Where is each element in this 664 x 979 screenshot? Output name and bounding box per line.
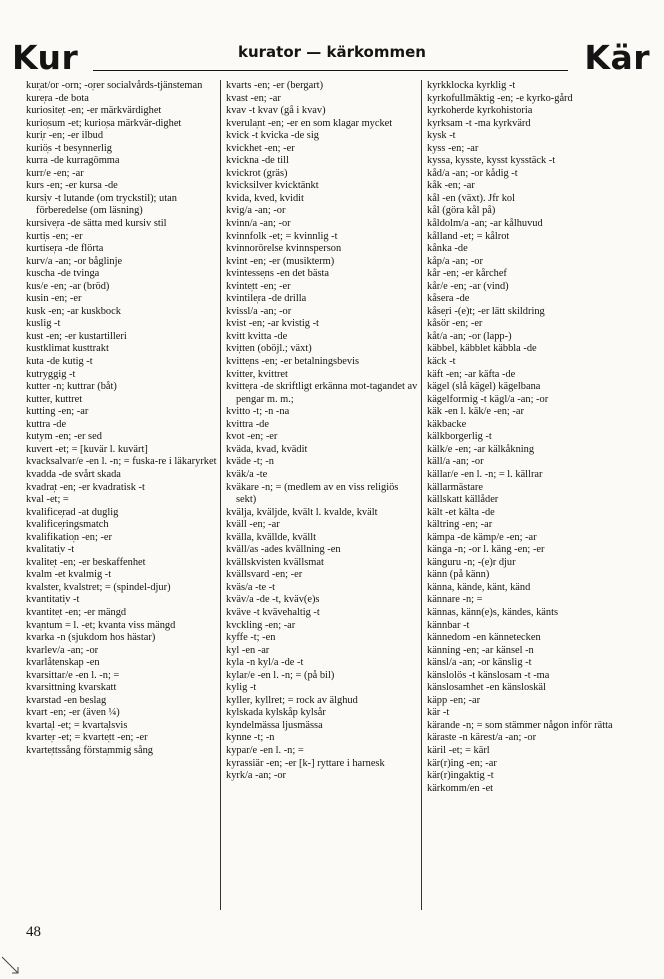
dictionary-entry: kvitte̩ns -en; -er betalningsbevis (226, 356, 360, 368)
dictionary-entry: kvist -en; -ar kvistig -t (226, 318, 319, 330)
dictionary-entry: kvarts -en; -er (bergart) (226, 80, 324, 91)
dictionary-entry: kyrkoherde kyrkohistoria (427, 105, 533, 117)
dictionary-entry: känsl/a -an; -or känslig -t (427, 657, 532, 669)
dictionary-entry: kvickna -de till (226, 155, 289, 167)
dictionary-entry: kvav -t kvav (gå i kvav) (226, 105, 326, 117)
dictionary-entry: kuriö̩s -t besynnerlig (26, 142, 112, 154)
dictionary-entry: kyrksam -t -ma kyrkvärd (427, 117, 531, 129)
dictionary-entry: kuriosite̩t -en; -er märkvärdighet (26, 105, 162, 117)
dictionary-entry: kämpa -de kämp/e -en; -ar (427, 531, 537, 543)
dictionary-entry: kurs -en; -er kursa -de (26, 180, 118, 192)
dictionary-entry: kälk/e -en; -ar kälkåkning (427, 443, 535, 455)
dictionary-entry: kår -en; -er kårchef (427, 268, 507, 280)
dictionary-entry: kustklimat kusttrakt (26, 343, 109, 355)
dictionary-entry: kvälja, kväljde, kvält l. kvalde, kvält (226, 506, 378, 518)
dictionary-entry: kåsera -de (427, 293, 470, 305)
dictionary-entry: känslosamhet -en känsloskäl (427, 682, 546, 694)
dictionary-entry: kväll -en; -ar (226, 519, 280, 531)
dictionary-entry: kvinnfolk -et; = kvinnlig -t (226, 230, 338, 242)
dictionary-entry: kuttra -de (26, 418, 67, 430)
dictionary-entry: källar/e -en l. -n; = l. källrar (427, 468, 543, 480)
dictionary-entry: kvarte̩ttssång första̩mmig sång (26, 744, 153, 756)
dictionary-entry: kägel (slå kägel) kägelbana (427, 381, 541, 393)
dictionary-entry: känn (på känn) (427, 569, 490, 581)
dictionary-column-3 (427, 80, 654, 908)
dictionary-entry: kåp/a -an; -or (427, 255, 483, 267)
guide-word-right: Kär (584, 38, 650, 77)
page-range-title: kurator — kärkommen (238, 43, 426, 61)
dictionary-entry: kyrkofullmäktig -en; -e kyrko-gård (427, 92, 573, 104)
dictionary-entry: kutting -en; -ar (26, 406, 89, 418)
dictionary-entry: kutter -n; kuttrar (båt) (26, 381, 117, 393)
dictionary-column-2 (226, 80, 419, 908)
dictionary-entry: kålland -et; = kålrot (427, 230, 510, 242)
dictionary-entry: kyller, kyllret; = rock av älghud (226, 694, 358, 706)
dictionary-entry: kyrassiär -en; -er [k-] ryttare i harnesk (226, 757, 385, 769)
dictionary-entry: kål -en (växt). Jfr kol (427, 192, 516, 204)
dictionary-entry: kånka -de (427, 243, 468, 255)
dictionary-entry: kurv/a -an; -or båglinje (26, 255, 123, 267)
dictionary-entry: kvarlåtenskap -en (26, 657, 100, 669)
dictionary-entry: kylar/e -en l. -n; = (på bil) (226, 669, 335, 681)
dictionary-entry: kvissl/a -an; -or (226, 305, 292, 317)
dictionary-entry: kvittra -de (226, 418, 269, 430)
dictionary-entry: kvadra̩t -en; -er kvadratisk -t (26, 481, 145, 493)
corner-arrow-icon (0, 955, 40, 979)
dictionary-entry: kuta -de kutig -t (26, 356, 93, 368)
dictionary-entry: kvida, kved, kvidit (226, 192, 304, 204)
dictionary-entry: kål (göra kål på) (427, 205, 496, 217)
dictionary-entry: kvarsittar/e -en l. -n; = (26, 669, 120, 681)
dictionary-entry: kvantite̩t -en; -er mängd (26, 606, 127, 618)
dictionary-entry: kvitt kvitta -de (226, 330, 288, 342)
page-number: 48 (26, 924, 41, 940)
dictionary-entry: kännbar -t (427, 619, 470, 631)
dictionary-entry: kväde -t; -n (226, 456, 274, 468)
dictionary-entry: känguru -n; -(e)r djur (427, 556, 516, 568)
dictionary-entry: käft -en; -ar käfta -de (427, 368, 516, 380)
dictionary-entry: kur̩at/or -orn; -o̩rer socialvårds-tjänsteman (26, 80, 203, 91)
dictionary-entry: kännas, känn(e)s, kändes, känts (427, 606, 558, 618)
dictionary-entry: käck -t (427, 356, 456, 368)
dictionary-entry: kåldolm/a -an; -ar kålhuvud (427, 218, 543, 230)
dictionary-entry: känga -n; -or l. käng -en; -er (427, 544, 545, 556)
dictionary-entry: kvällskvisten kvällsmat (226, 556, 324, 568)
dictionary-entry: kutryggig -t (26, 368, 76, 380)
dictionary-entry: käbbel, käbblet käbbla -de (427, 343, 537, 355)
dictionary-entry: kvckling -en; -ar (226, 619, 296, 631)
dictionary-entry: kvalm -et kvalmig -t (26, 569, 112, 581)
dictionary-entry: kvick -t kvicka -de sig (226, 130, 319, 142)
dictionary-entry: käpp -en; -ar (427, 694, 481, 706)
dictionary-entry: käkbacke (427, 418, 467, 430)
dictionary-entry: kväve -t kvävehaltig -t (226, 606, 320, 618)
dictionary-entry: kurr/e -en; -ar (26, 167, 84, 179)
dictionary-entry: kusk -en; -ar kuskbock (26, 305, 121, 317)
dictionary-entry: käraste -n kärest/a -an; -or (427, 732, 537, 744)
dictionary-entry: kysk -t (427, 130, 456, 142)
dictionary-entry: kvitter, kvittret (226, 368, 288, 380)
dictionary-entry: kvadda -de svårt skada (26, 468, 121, 480)
dictionary-entry: känslolös -t känslosam -t -ma (427, 669, 550, 681)
dictionary-entry: kvarte̩r -et; = kvarte̩tt -en; -er (26, 732, 148, 744)
dictionary-entry: kåse̩ri -(e)t; -er lätt skildring (427, 305, 545, 317)
dictionary-entry: kåt/a -an; -or (lapp-) (427, 330, 512, 342)
dictionary-columns (26, 80, 654, 908)
dictionary-entry: kvinte̩tt -en; -er (226, 280, 291, 292)
dictionary-entry: kverula̩nt -en; -er en som klagar mycket (226, 117, 393, 129)
dictionary-entry: kvarlev/a -an; -or (26, 644, 99, 656)
dictionary-entry: kägelformig -t kägl/a -an; -or (427, 393, 549, 405)
dictionary-entry: käk -en l. käk/e -en; -ar (427, 406, 524, 418)
dictionary-entry: kuvert -et; = [kuvär l. kuvärt] (26, 443, 148, 455)
dictionary-entry: kyffe -t; -en (226, 632, 276, 644)
dictionary-entry: kursi̩v -t lutande (om tryckstil); utan förberedelse (om läsning) (26, 192, 180, 217)
dictionary-entry: källarmästare (427, 481, 483, 493)
dictionary-entry: kvitto -t; -n -na (226, 406, 290, 418)
dictionary-entry: kval -et; = (26, 494, 69, 506)
dictionary-entry: kvickrot (gräs) (226, 167, 288, 179)
dictionary-entry: kåd/a -an; -or kådig -t (427, 167, 518, 179)
dictionary-entry: kylskada kylskåp kylsår (226, 707, 326, 719)
dictionary-entry: kvantitati̩v -t (26, 594, 80, 606)
dictionary-entry: kvalifikatio̩n -en; -er (26, 531, 112, 543)
dictionary-entry: kurra -de kurragömma (26, 155, 120, 167)
dictionary-entry: kväv/a -de -t, kväv(e)s (226, 594, 320, 606)
dictionary-entry: kutter, kuttret (26, 393, 83, 405)
dictionary-entry: kväs/a -te -t (226, 581, 276, 593)
dictionary-entry: kus/e -en; -ar (bröd) (26, 280, 110, 292)
dictionary-entry: kvällsvard -en; -er (226, 569, 303, 581)
dictionary-entry: kvacksalvar/e -en l. -n; = fuska-re i läkaryrket (26, 456, 217, 468)
dictionary-entry: kuslig -t (26, 318, 61, 330)
dictionary-entry: kurtise̩ra -de flörta (26, 243, 104, 255)
dictionary-entry: kälkborgerlig -t (427, 431, 492, 443)
dictionary-entry: kutym -en; -er sed (26, 431, 102, 443)
dictionary-entry: kvintesse̩ns -en det bästa (226, 268, 330, 280)
dictionary-entry: kvickhet -en; -er (226, 142, 295, 154)
dictionary-entry: kurti̩s -en; -er (26, 230, 83, 242)
dictionary-entry: käll/a -an; -or (427, 456, 484, 468)
dictionary-entry: kännedom -en kännetecken (427, 632, 541, 644)
dictionary-entry: kvalite̩t -en; -er beskaffenhet (26, 556, 146, 568)
dictionary-entry: kält -et kälta -de (427, 506, 495, 518)
dictionary-entry: kuri̩r -en; -er ilbud (26, 130, 104, 142)
dictionary-entry: känning -en; -ar känsel -n (427, 644, 534, 656)
dictionary-entry: kär -t (427, 707, 450, 719)
dictionary-entry: kvarka -n (sjukdom hos hästar) (26, 632, 156, 644)
dictionary-entry: känna, kände, känt, känd (427, 581, 531, 593)
guide-word-left: Kur (12, 38, 79, 77)
dictionary-entry: kvarstad -en beslag (26, 694, 107, 706)
dictionary-entry: kyndelmässa ljusmässa (226, 719, 323, 731)
dictionary-entry: kväda, kvad, kvädit (226, 443, 308, 455)
dictionary-entry: kvarta̩l -et; = kvarta̩lsvis (26, 719, 128, 731)
dictionary-entry: kva̩ntum = l. -et; kvanta viss mängd (26, 619, 176, 631)
dictionary-entry: kännare -n; = (427, 594, 483, 606)
dictionary-entry: kvalifice̩rad -at duglig (26, 506, 119, 518)
dictionary-entry: kurio̩sum -et; kurio̩sa märkvär-dighet (26, 117, 182, 129)
dictionary-entry: kvitte̩ra -de skriftligt erkänna mot-tagandet av pengar m. m.; (226, 381, 420, 405)
dictionary-entry: kyssa, kysste, kysst kysstäck -t (427, 155, 556, 167)
dictionary-entry: kvalifice̩ringsmatch (26, 519, 109, 531)
dictionary-entry: kväkare -n; = (medlem av en viss religiös sekt) (226, 481, 401, 506)
dictionary-entry: kvint -en; -er (musikterm) (226, 255, 335, 267)
dictionary-entry: kältring -en; -ar (427, 519, 493, 531)
dictionary-entry: kypar/e -en l. -n; = (226, 744, 304, 756)
dictionary-entry: kvinn/a -an; -or (226, 218, 291, 230)
dictionary-entry: kväk/a -te (226, 468, 268, 480)
dictionary-entry: kår/e -en; -ar (vind) (427, 280, 509, 292)
dictionary-entry: kuscha -de tvinga (26, 268, 100, 280)
dictionary-entry: kusin -en; -er (26, 293, 82, 305)
dictionary-entry: käril -et; = kärl (427, 744, 490, 756)
dictionary-entry: kvarsittning kvarskatt (26, 682, 117, 694)
dictionary-entry: kyrkklocka kyrklig -t (427, 80, 516, 91)
dictionary-entry: kvicksilver kvicktänkt (226, 180, 319, 192)
dictionary-entry: kvi̩tten (oböjl.; växt) (226, 343, 312, 355)
dictionary-entry: kure̩ra -de bota (26, 92, 89, 104)
header-rule (93, 70, 568, 71)
dictionary-entry: kär(r)ing -en; -ar (427, 757, 497, 769)
dictionary-entry: kust -en; -er kustartilleri (26, 330, 127, 342)
dictionary-entry: kvälla, kvällde, kvällt (226, 531, 317, 543)
dictionary-entry: kynne -t; -n (226, 732, 275, 744)
dictionary-entry: kåsör -en; -er (427, 318, 483, 330)
dictionary-entry: kväll/as -ades kvällning -en (226, 544, 341, 556)
dictionary-entry: kvart -en; -er (även ¼) (26, 707, 120, 719)
dictionary-entry: kär(r)ingaktig -t (427, 770, 494, 782)
dictionary-entry: kyl -en -ar (226, 644, 270, 656)
dictionary-entry: kvinnorörelse kvinnsperson (226, 243, 342, 255)
dictionary-entry: kvot -en; -er (226, 431, 278, 443)
dictionary-entry: kvalster, kvalstret; = (spindel-djur) (26, 581, 171, 593)
dictionary-entry: kyla -n kyl/a -de -t (226, 657, 304, 669)
dictionary-entry: kursive̩ra -de sätta med kursiv stil (26, 218, 167, 230)
dictionary-entry: kärkomm/en -et (427, 782, 494, 794)
dictionary-entry: kyss -en; -ar (427, 142, 479, 154)
dictionary-column-1 (26, 80, 219, 908)
dictionary-entry: kylig -t (226, 682, 257, 694)
dictionary-entry: kåk -en; -ar (427, 180, 475, 192)
dictionary-entry: kyrk/a -an; -or (226, 770, 287, 782)
dictionary-entry: kärande -n; = som stämmer någon inför rätta (427, 719, 613, 731)
dictionary-entry: källskatt källåder (427, 494, 499, 506)
dictionary-entry: kvast -en; -ar (226, 92, 281, 104)
dictionary-entry: kvig/a -an; -or (226, 205, 286, 217)
dictionary-entry: kvintile̩ra -de drilla (226, 293, 307, 305)
running-header (0, 0, 664, 80)
dictionary-entry: kvalitati̩v -t (26, 544, 75, 556)
